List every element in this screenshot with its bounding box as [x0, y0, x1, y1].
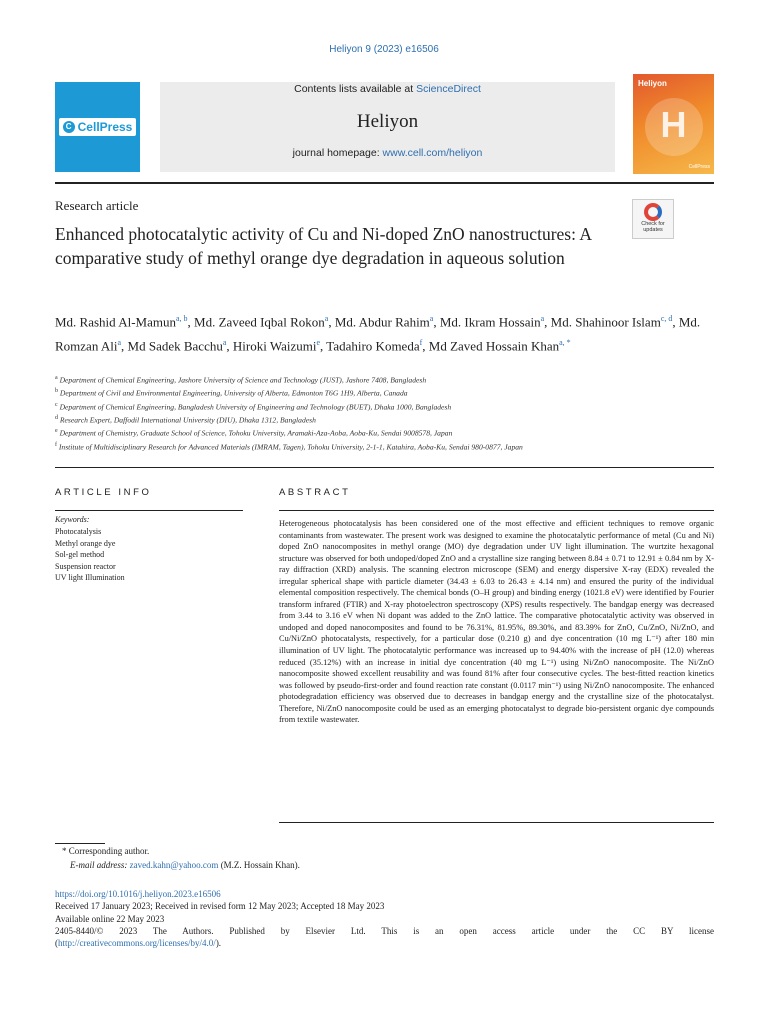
section-divider — [55, 467, 714, 468]
abstract-text: Heterogeneous photocatalysis has been considered one of the most effective and efficient techniques to remove organic contaminants from wastewater. The present work was designed to examine the photocatalytic performance of metal (Cu and Ni) doped ZnO nanocomposites in methyl orange (MO) dye degradation under UV light illumination. The wurtzite hexagonal structure was observed for both undoped/doped ZnO and a crystalline size ranging between 8.84 ± 0.71 to 12.91 ± 0.84 nm by X-ray diffraction (XRD) analysis. The scanning electron microscope (SEM) and energy dispersive X-ray (EDX) revealed the irregular spherical shape with particle diameter (34.43 ± 6.03 to 26.43 ± 4.14 nm) and ensured the purity of the individual elemental composition respectively. The chemical bonds (O–H group) and binding energy (1021.8 eV) were identified by Fourier transform infrared (FTIR) and X-ray photoelectron spectroscopy (XPS) results respectively. The bandgap energy was decreased from 3.44 to 3.16 eV when Ni dopant was added to the ZnO lattice. The comparative photocatalytic activity was observed in undoped and doped nanocomposites and found to be 76.31%, 81.95%, 89.30%, and 83.39% for ZnO, Cu/ZnO, Ni/ZnO, and Cu/Ni/ZnO photocatalysts, respectively, for a particular dose (0.210 g) and dye concentration (10 mg L⁻¹) after 180 min illumination of UV light. The photocatalytic performance was increased up to 94.40% with the increase of pH (12.0) whereas reduced (35.12%) with an increase in initial dye concentration (40 mg L⁻¹) using Ni/ZnO nanocomposite. The Ni/ZnO nanocomposite showed excellent reusability and was found 81% after four consecutive cycles. The best-fitted reaction kinetics was followed by pseudo-first-order and found reaction rate constant (0.0117 min⁻¹) using Ni/ZnO nanocomposite. The enhanced photodegradation efficiency was observed due to decreases in bandgap energy and the crystalline size of the photocatalyst. Therefore, Ni/ZnO nanocomposite could be used as an emerging photocatalyst to degrade bio-persistent organic dye compounds from textile wastewater. — [279, 519, 714, 725]
affiliation-text: Department of Chemistry, Graduate School of Science, Tohoku University, Aramaki-Aza-Aoba, Aoba-Ku, Sendai 9008578, Japan — [59, 428, 453, 438]
affiliation-list — [55, 373, 715, 453]
author-separator: , — [544, 314, 551, 330]
affiliation-text: Department of Chemical Engineering, Jashore University of Science and Technology (JUST), Jashore 7408, Bangladesh — [59, 375, 427, 385]
author-name[interactable]: Md. Abdur Rahim — [334, 314, 430, 330]
abstract-rule-top — [279, 510, 714, 511]
keyword-item: Sol-gel method — [55, 550, 105, 560]
article-info-rule — [55, 510, 243, 511]
affiliation-key: e — [55, 428, 58, 435]
footnote-rule — [55, 843, 105, 844]
author-separator: , — [433, 314, 440, 330]
affiliation-key: c — [55, 401, 58, 408]
license-link-line: (http://creativecommons.org/licenses/by/4.0/). — [55, 938, 222, 949]
cellpress-logo — [55, 82, 140, 172]
abstract-rule-bottom — [279, 822, 714, 823]
author-separator: , — [320, 338, 327, 354]
cover-title: Heliyon — [638, 79, 667, 88]
keyword-item: Photocatalysis — [55, 527, 102, 536]
author-affiliation-marker[interactable]: f — [419, 338, 423, 348]
author-separator: , — [121, 338, 128, 354]
check-for-updates-icon — [644, 203, 662, 221]
author-list — [55, 308, 715, 357]
author-name[interactable]: Md. Rashid Al-Mamun — [55, 314, 176, 330]
check-for-updates-label-1: Check for — [641, 221, 665, 227]
affiliation-item — [55, 386, 715, 399]
doi-link[interactable]: https://doi.org/10.1016/j.heliyon.2023.e16506 — [55, 889, 221, 899]
author-affiliation-marker[interactable]: a, b — [175, 314, 188, 323]
cover-letter: H — [660, 104, 687, 145]
author-affiliation-marker[interactable]: a — [324, 314, 329, 323]
author-name[interactable]: Md. Romzan Ali — [55, 314, 701, 354]
author-affiliation-marker[interactable]: a — [429, 314, 434, 323]
affiliation-key: d — [55, 414, 58, 421]
affiliation-item — [55, 440, 715, 453]
affiliation-item — [55, 426, 715, 439]
affiliation-key: b — [55, 388, 58, 395]
journal-reference-link[interactable]: Heliyon 9 (2023) e16506 — [329, 44, 439, 55]
keyword-item: Methyl orange dye — [55, 538, 116, 548]
article-info-heading: ARTICLE INFO — [55, 487, 152, 498]
author-affiliation-marker[interactable]: a — [540, 314, 545, 323]
homepage-line: journal homepage: www.cell.com/heliyon — [292, 147, 483, 159]
email-note — [70, 860, 300, 870]
author-separator: , — [187, 314, 195, 330]
email-suffix: (M.Z. Hossain Khan). — [218, 860, 300, 870]
abstract-heading: ABSTRACT — [279, 487, 351, 498]
header-divider — [55, 182, 714, 184]
check-for-updates-button[interactable] — [632, 199, 674, 239]
affiliation-text: Research Expert, Daffodil International University (DIU), Dhaka 1312, Bangladesh — [59, 415, 316, 425]
affiliation-item — [55, 373, 715, 386]
author-name[interactable]: Md Zaved Hossain Khan — [428, 338, 560, 354]
publication-metadata — [55, 888, 714, 949]
affiliation-key: a — [55, 375, 58, 381]
author-separator: , — [226, 338, 233, 354]
available-online: Available online 22 May 2023 — [55, 913, 165, 924]
license-link[interactable]: http://creativecommons.org/licenses/by/4.0/ — [58, 938, 216, 949]
author-separator: , — [422, 338, 429, 354]
affiliation-text: Institute of Multidisciplinary Research for Advanced Materials (IMRAM, Tagen), Tohoku University, 2-1-1, Katahira, Aoba-Ku, Sendai 980-0877, Japan — [58, 442, 523, 452]
author-separator: , — [328, 314, 335, 330]
author-separator: , — [672, 314, 679, 330]
affiliation-text: Department of Civil and Environmental Engineering, University of Alberta, Edmonton T6G 1H9, Alberta, Canada — [59, 388, 408, 398]
corresponding-author-note: * Corresponding author. — [62, 846, 150, 856]
journal-homepage-link[interactable]: www.cell.com/heliyon — [382, 147, 483, 159]
received-dates: Received 17 January 2023; Received in revised form 12 May 2023; Accepted 18 May 2023 — [55, 901, 385, 912]
cellpress-badge — [59, 118, 137, 136]
author-affiliation-marker[interactable]: a — [117, 338, 122, 348]
cellpress-logo-text: CellPress — [77, 120, 133, 134]
cover-publisher: CellPress — [688, 164, 710, 170]
journal-masthead — [160, 82, 615, 172]
affiliation-item — [55, 413, 715, 426]
article-type: Research article — [55, 198, 139, 213]
journal-name: Heliyon — [356, 111, 419, 132]
keyword-item: UV light Illumination — [55, 573, 125, 583]
author-name[interactable]: Md Sadek Bacchu — [127, 338, 223, 354]
author-affiliation-marker[interactable]: c, d — [660, 314, 673, 323]
author-name[interactable]: Md. Zaveed Iqbal Rokon — [194, 314, 325, 330]
author-affiliation-marker[interactable]: e — [316, 338, 321, 348]
affiliation-text: Department of Chemical Engineering, Bangladesh University of Engineering and Technology (BUET), Dhaka 1000, Bangladesh — [59, 402, 452, 412]
contents-line: Contents lists available at ScienceDirect — [294, 83, 481, 95]
email-link[interactable]: zaved.kahn@yahoo.com — [129, 860, 219, 870]
keyword-list — [55, 526, 125, 584]
keyword-item: Suspension reactor — [55, 561, 116, 571]
affiliation-item — [55, 400, 715, 413]
sciencedirect-link[interactable]: ScienceDirect — [416, 83, 481, 95]
author-name[interactable]: Tadahiro Komeda — [326, 338, 420, 354]
keywords-label: Keywords: — [55, 515, 90, 524]
author-affiliation-marker[interactable]: a, * — [559, 338, 571, 348]
article-title: Enhanced photocatalytic activity of Cu and Ni-doped ZnO nanostructures: A comparative study of methyl orange dye degradation in aqueous solution — [55, 224, 592, 268]
author-name[interactable]: Md. Ikram Hossain — [439, 314, 541, 330]
journal-cover-image — [633, 74, 714, 174]
author-affiliation-marker[interactable]: a — [222, 338, 227, 348]
email-label: E-mail address: — [70, 860, 130, 870]
check-for-updates-label-2: updates — [643, 227, 663, 233]
author-name[interactable]: Hiroki Waizumi — [232, 338, 317, 354]
author-name[interactable]: Md. Shahinoor Islam — [550, 314, 661, 330]
license-statement: 2405-8440/© 2023 The Authors. Published by Elsevier Ltd. This is an open access article under the CC BY license — [55, 925, 714, 936]
cellpress-c-icon: C — [63, 121, 75, 133]
affiliation-key: f — [55, 441, 57, 448]
